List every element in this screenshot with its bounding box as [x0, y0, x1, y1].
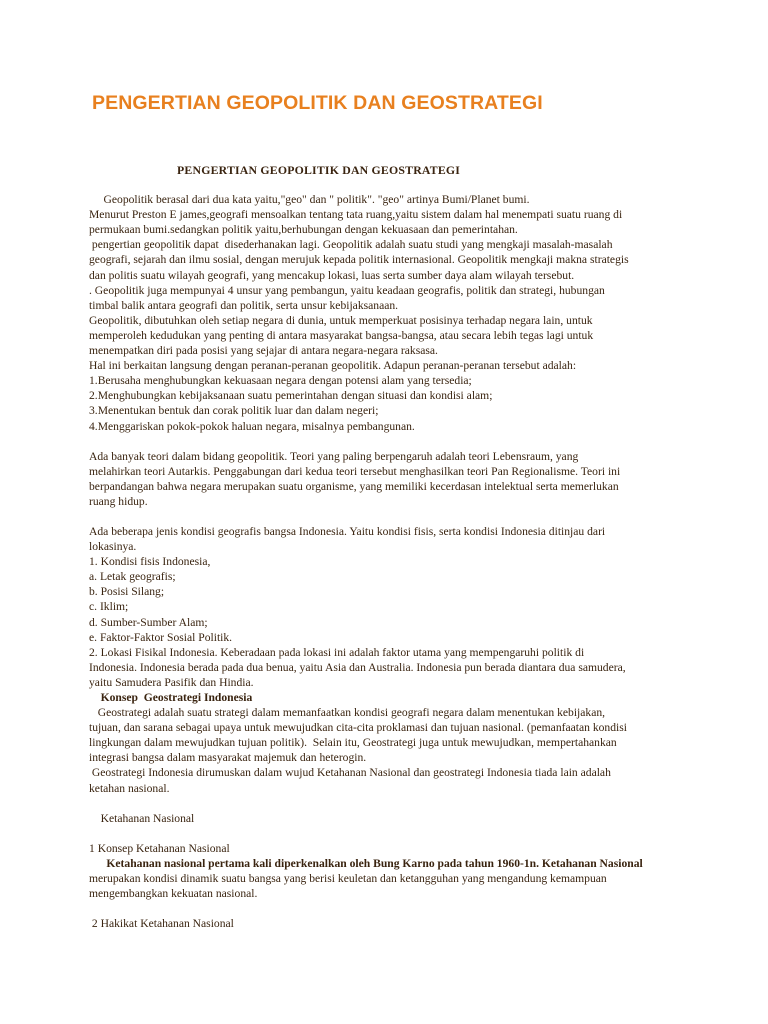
text-line: menempatkan diri pada posisi yang sejajar di antara negara-negara raksasa.: [89, 344, 438, 358]
text-line: Ketahanan Nasional: [89, 811, 195, 825]
text-line: b. Posisi Silang;: [89, 585, 165, 599]
document-body: [89, 163, 689, 931]
text-line: 1 Konsep Ketahanan Nasional: [89, 841, 230, 855]
text-line: 2 Hakikat Ketahanan Nasional: [89, 917, 234, 931]
text-line: Geostrategi Indonesia dirumuskan dalam wujud Ketahanan Nasional dan geostrategi Indonesia tiada lain adalah: [89, 766, 611, 780]
text-line: lokasinya.: [89, 540, 137, 554]
text-line: Ada banyak teori dalam bidang geopolitik. Teori yang paling berpengaruh adalah teori Lebensraum, yang: [89, 449, 579, 463]
text-line: merupakan kondisi dinamik suatu bangsa yang berisi keuletan dan ketangguhan yang mengandung kemampuan: [89, 871, 607, 885]
blank-line: [89, 796, 689, 811]
text-line: Indonesia. Indonesia berada pada dua benua, yaitu Asia dan Australia. Indonesia pun berada diantara dua samudera,: [89, 660, 626, 674]
text-line: c. Iklim;: [89, 600, 129, 614]
text-line: Menurut Preston E james,geografi mensoalkan tentang tata ruang,yaitu sistem dalam hal menempati suatu ruang di: [89, 208, 623, 222]
text-line: 2. Lokasi Fisikal Indonesia. Keberadaan pada lokasi ini adalah faktor utama yang mempengaruhi politik di: [89, 645, 585, 659]
text-line: tujuan, dan sarana sebagai upaya untuk mewujudkan cita-cita proklamasi dan tujuan nasional. (pemanfaatan kondisi: [89, 721, 627, 735]
text-line: Geopolitik, dibutuhkan oleh setiap negara di dunia, untuk memperkuat posisinya terhadap negara lain, untuk: [89, 313, 593, 327]
text-line: integrasi bangsa dalam masyarakat majemuk dan heterogin.: [89, 751, 367, 765]
text-line: 4.Menggariskan pokok-pokok haluan negara, misalnya pembangunan.: [89, 419, 415, 433]
blank-line: [89, 434, 689, 449]
section-heading: Ketahanan nasional pertama kali diperkenalkan oleh Bung Karno pada tahun 1960-1n. Ketahanan Nasional: [89, 856, 643, 870]
text-line: . Geopolitik juga mempunyai 4 unsur yang pembangun, yaitu keadaan geografis, politik dan strategi, hubungan: [89, 283, 605, 297]
text-line: e. Faktor-Faktor Sosial Politik.: [89, 630, 233, 644]
blank-line: [89, 509, 689, 524]
section-heading: Konsep Geostrategi Indonesia: [89, 691, 253, 704]
text-line: yaitu Samudera Pasifik dan Hindia.: [89, 675, 254, 689]
text-line: ruang hidup.: [89, 494, 148, 508]
text-line: timbal balik antara geografi dan politik, serta unsur kebijaksanaan.: [89, 298, 399, 312]
text-line: Ada beberapa jenis kondisi geografis bangsa Indonesia. Yaitu kondisi fisis, serta kondisi Indonesia ditinjau dari: [89, 524, 606, 538]
page-title: PENGERTIAN GEOPOLITIK DAN GEOSTRATEGI: [92, 92, 543, 114]
text-line: ketahan nasional.: [89, 781, 170, 795]
text-line: lingkungan dalam mewujudkan tujuan politik). Selain itu, Geostrategi juga untuk mewujudkan, mempertahankan: [89, 736, 617, 750]
blank-line: [89, 901, 689, 916]
text-line: Hal ini berkaitan langsung dengan peranan-peranan geopolitik. Adapun peranan-peranan tersebut adalah:: [89, 359, 577, 373]
text-line: 1. Kondisi fisis Indonesia,: [89, 555, 211, 569]
text-line: Geopolitik berasal dari dua kata yaitu,"geo" dan " politik". "geo" artinya Bumi/Planet bumi.: [89, 193, 530, 207]
text-line: a. Letak geografis;: [89, 570, 176, 584]
text-line: melahirkan teori Autarkis. Penggabungan dari kedua teori tersebut menghasilkan teori Pan Regionalisme. Teori ini: [89, 464, 621, 478]
text-line: d. Sumber-Sumber Alam;: [89, 615, 208, 629]
text-line: pengertian geopolitik dapat disederhanakan lagi. Geopolitik adalah suatu studi yang mengkaji masalah-masalah: [89, 238, 613, 252]
text-line: 1.Berusaha menghubungkan kekuasaan negara dengan potensi alam yang tersedia;: [89, 374, 472, 388]
text-line: mengembangkan kekuatan nasional.: [89, 887, 258, 901]
text-line: 3.Menentukan bentuk dan corak politik luar dan dalam negeri;: [89, 404, 379, 418]
document-subtitle: PENGERTIAN GEOPOLITIK DAN GEOSTRATEGI: [177, 163, 461, 177]
text-line: dan politis suatu wilayah geografi, yang mencakup lokasi, luas serta sumber daya alam wilayah tersebut.: [89, 268, 575, 282]
text-line: geografi, sejarah dan ilmu sosial, dengan merujuk kepada politik internasional. Geopolitik mengkaji makna strategis: [89, 253, 629, 267]
document-lines: [89, 192, 689, 931]
text-line: memperoleh kedudukan yang penting di antara masyarakat bangsa-bangsa, atau secara lebih tegas lagi untuk: [89, 328, 594, 342]
text-line: Geostrategi adalah suatu strategi dalam memanfaatkan kondisi geografi negara dalam menentukan kebijakan,: [89, 706, 606, 720]
text-line: permukaan bumi.sedangkan politik yaitu,berhubungan dengan kekuasaan dan pemerintahan.: [89, 223, 518, 237]
blank-line: [89, 826, 689, 841]
text-line: berpandangan bahwa negara merupakan suatu organisme, yang memiliki kecerdasan intelektual serta memerlukan: [89, 479, 619, 493]
text-line: 2.Menghubungkan kebijaksanaan suatu pemerintahan dengan situasi dan kondisi alam;: [89, 389, 493, 403]
